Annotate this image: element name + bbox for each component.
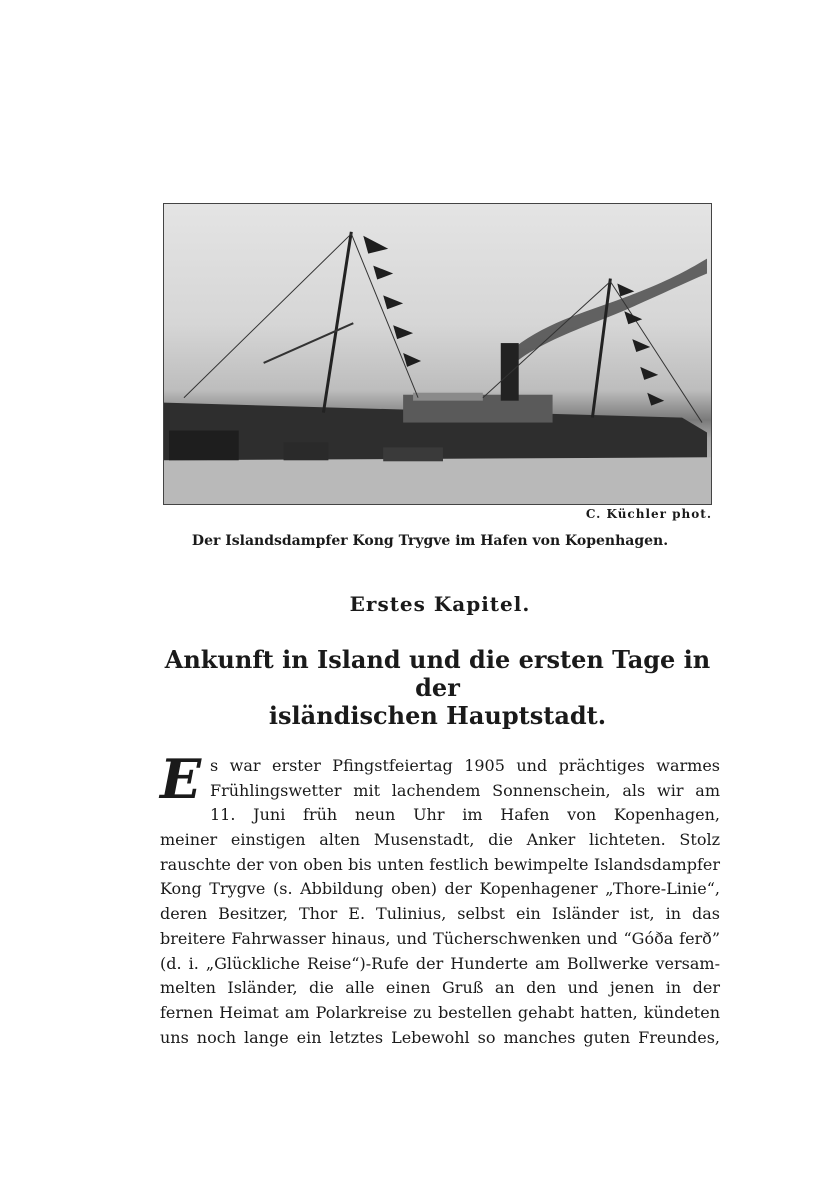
text-line: meiner einstigen alten Musenstadt, die Anker lichteten. Stolz — [160, 830, 720, 850]
chapter-title-line-2: isländischen Hauptstadt. — [268, 701, 607, 730]
text-line: (d. i. „Glückliche Reise“)-Rufe der Hunderte am Bollwerke versam- — [160, 953, 720, 973]
chapter-heading: Erstes Kapitel. — [349, 592, 531, 616]
photo-credit: C. Küchler phot. — [585, 507, 712, 521]
text-line: fernen Heimat am Polarkreise zu bestellen gehabt hatten, kündeten — [160, 1002, 720, 1022]
text-line: rauschte der von oben bis unten festlich bewimpelte Islandsdampfer — [160, 854, 720, 874]
funnel — [501, 343, 519, 401]
ship-illustration — [164, 204, 711, 504]
text-line: s war erster Pfingstfeiertag 1905 und prächtiges warmes — [210, 756, 720, 775]
chapter-title — [150, 646, 725, 730]
text-line: deren Besitzer, Thor E. Tulinius, selbst ein Isländer ist, in das — [160, 904, 720, 924]
body-paragraph — [160, 747, 720, 1050]
main-mast — [592, 279, 610, 418]
text-line: Frühlingswetter mit lachendem Sonnenschein, als wir am — [210, 780, 720, 800]
text-line: Kong Trygve (s. Abbildung oben) der Kopenhagener „Thore-Linie“, — [160, 879, 720, 899]
text-line: melten Isländer, die alle einen Gruß an den und jenen in der — [160, 978, 720, 998]
ship-photograph — [163, 203, 712, 505]
text-line: 11. Juni früh neun Uhr im Hafen von Kopenhagen, — [210, 805, 720, 825]
text-line: uns noch lange ein letztes Lebewohl so manches guten Freundes, — [160, 1027, 720, 1047]
figure-caption: Der Islandsdampfer Kong Trygve im Hafen von Kopenhagen. — [191, 533, 669, 549]
fore-mast — [323, 232, 351, 413]
chapter-title-line-1: Ankunft in Island und die ersten Tage in der — [164, 645, 711, 702]
quay — [164, 457, 711, 504]
text-line: breitere Fahrwasser hinaus, und Tücherschwenken und “Góða ferð” — [160, 928, 720, 948]
drop-cap-initial: E — [160, 747, 202, 811]
